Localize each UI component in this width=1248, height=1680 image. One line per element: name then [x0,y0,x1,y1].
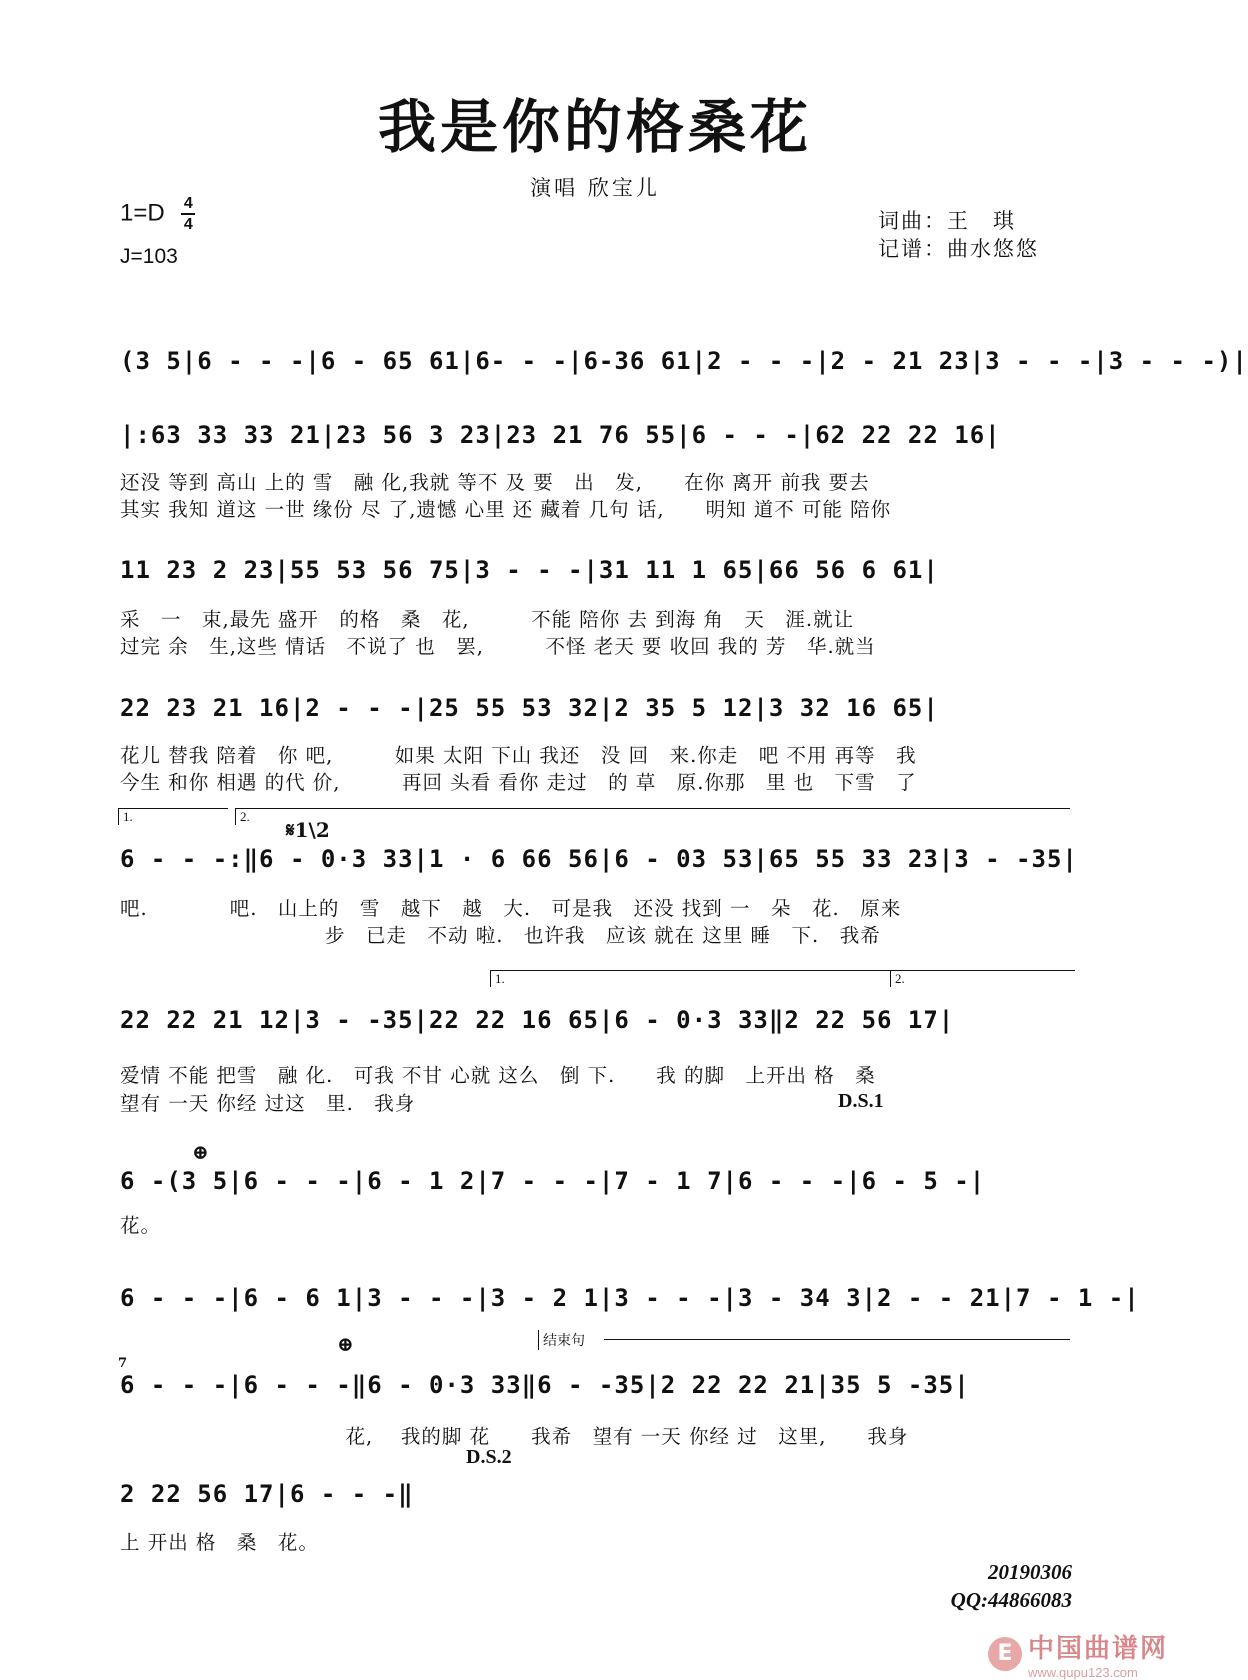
notation-line-9: 6 - - -|6 - - -‖6 - 0·3 33‖6 - -35|2 22 22 21|35 5 -35| [120,1371,970,1399]
credits [878,207,1039,263]
tempo-marking: J=103 [120,245,178,268]
lyricist-composer: 词曲：王 琪 [878,209,1016,233]
volta-1b: 1. [490,970,890,987]
site-logo-icon: E [988,1637,1022,1671]
lyric-line-2a: 还没 等到 高山 上的 雪 融 化,我就 等不 及 要 出 发, 在你 离开 前我 要去 [120,471,870,494]
lyric-line-2b: 其实 我知 道这 一世 缘份 尽 了,遗憾 心里 还 藏着 几句 话, 明知 道不 可能 陪你 [120,498,892,521]
lyric-line-9: 花, 我的脚 花 我希 望有 一天 你经 过 这里, 我身 [120,1425,909,1448]
time-denominator: 4 [183,216,193,233]
site-url: www.qupu123.com [1027,1665,1138,1680]
ds1-mark: D.S.1 [838,1090,884,1112]
lyric-line-5b: 步 已走 不动 啦. 也许我 应该 就在 这里 睡 下. 我希 [120,924,881,947]
notation-line-1: (3 5|6 - - -|6 - 65 61|6- - -|6-36 61|2 - - -|2 - 21 23|3 - - -|3 - - -)| [120,347,1248,375]
site-watermark [988,1628,1168,1680]
segno-mark: 𝄋1\2 [286,818,330,842]
lyric-line-6a: 爱情 不能 把雪 融 化. 可我 不甘 心就 这么 倒 下. 我 的脚 上开出 格 桑 [120,1064,876,1087]
notation-line-3: 11 23 2 23|55 53 56 75|3 - - -|31 11 1 65|66 56 6 61| [120,556,939,584]
date-stamp: 20190306 [988,1560,1072,1584]
time-signature [181,195,195,233]
notation-line-8: 6 - - -|6 - 6 1|3 - - -|3 - 2 1|3 - - -|3 - 34 3|2 - - 21|7 - 1 -| [120,1284,1140,1312]
lyric-line-3a: 采 一 束,最先 盛开 的格 桑 花, 不能 陪你 去 到海 角 天 涯.就让 [120,608,855,631]
volta-2: 2. [235,808,1070,825]
site-name: 中国曲谱网 [1027,1634,1168,1664]
notation-line-10: 2 22 56 17|6 - - -‖ [120,1480,414,1508]
ds2-mark: D.S.2 [466,1446,512,1468]
song-title: 我是你的格桑花 [377,93,812,161]
coda-icon-2: ⊕ [337,1332,354,1356]
lyric-line-4a: 花儿 替我 陪着 你 吧, 如果 太阳 下山 我还 没 回 来.你走 吧 不用 再等 我 [120,744,917,767]
lyric-line-6b: 望有 一天 你经 过这 里. 我身 [120,1092,416,1115]
lyric-line-3b: 过完 余 生,这些 情话 不说了 也 罢, 不怪 老天 要 收回 我的 芳 华.就当 [120,635,876,658]
lyric-line-7: 花。 [120,1214,162,1237]
qq-contact: QQ:44866083 [950,1588,1072,1612]
coda-icon: ⊕ [192,1140,209,1164]
lyric-line-10: 上 开出 格 桑 花。 [120,1531,319,1554]
volta-1: 1. [118,808,228,825]
singer-credit: 演唱 欣宝儿 [530,176,660,200]
key-label: 1=D [120,199,165,227]
notation-line-7: 6 -(3 5|6 - - -|6 - 1 2|7 - - -|7 - 1 7|6 - - -|6 - 5 -| [120,1167,986,1195]
notation-line-5: 6 - - -:‖6 - 0·3 33|1 · 6 66 56|6 - 03 53|65 55 33 23|3 - -35| [120,845,1078,873]
time-numerator: 4 [183,195,193,212]
ending-phrase-label: 结束句 [538,1330,585,1350]
lyric-line-4b: 今生 和你 相遇 的代 价, 再回 头看 看你 走过 的 草 原.你那 里 也 下雪 了 [120,771,917,794]
transcriber: 记谱：曲水悠悠 [878,237,1039,261]
notation-line-2: |:63 33 33 21|23 56 3 23|23 21 76 55|6 - - -|62 22 22 16| [120,421,1001,449]
notation-line-6: 22 22 21 12|3 - -35|22 22 16 65|6 - 0·3 33‖2 22 56 17| [120,1006,955,1034]
ending-phrase-bracket [604,1339,1070,1340]
volta-2b: 2. [890,970,1075,987]
lyric-line-5a: 吧. 吧. 山上的 雪 越下 越 大. 可是我 还没 找到 一 朵 花. 原来 [120,897,902,920]
notation-line-4: 22 23 21 16|2 - - -|25 55 53 32|2 35 5 12|3 32 16 65| [120,694,939,722]
grace-note: 7 [118,1356,128,1371]
key-signature [120,195,195,233]
